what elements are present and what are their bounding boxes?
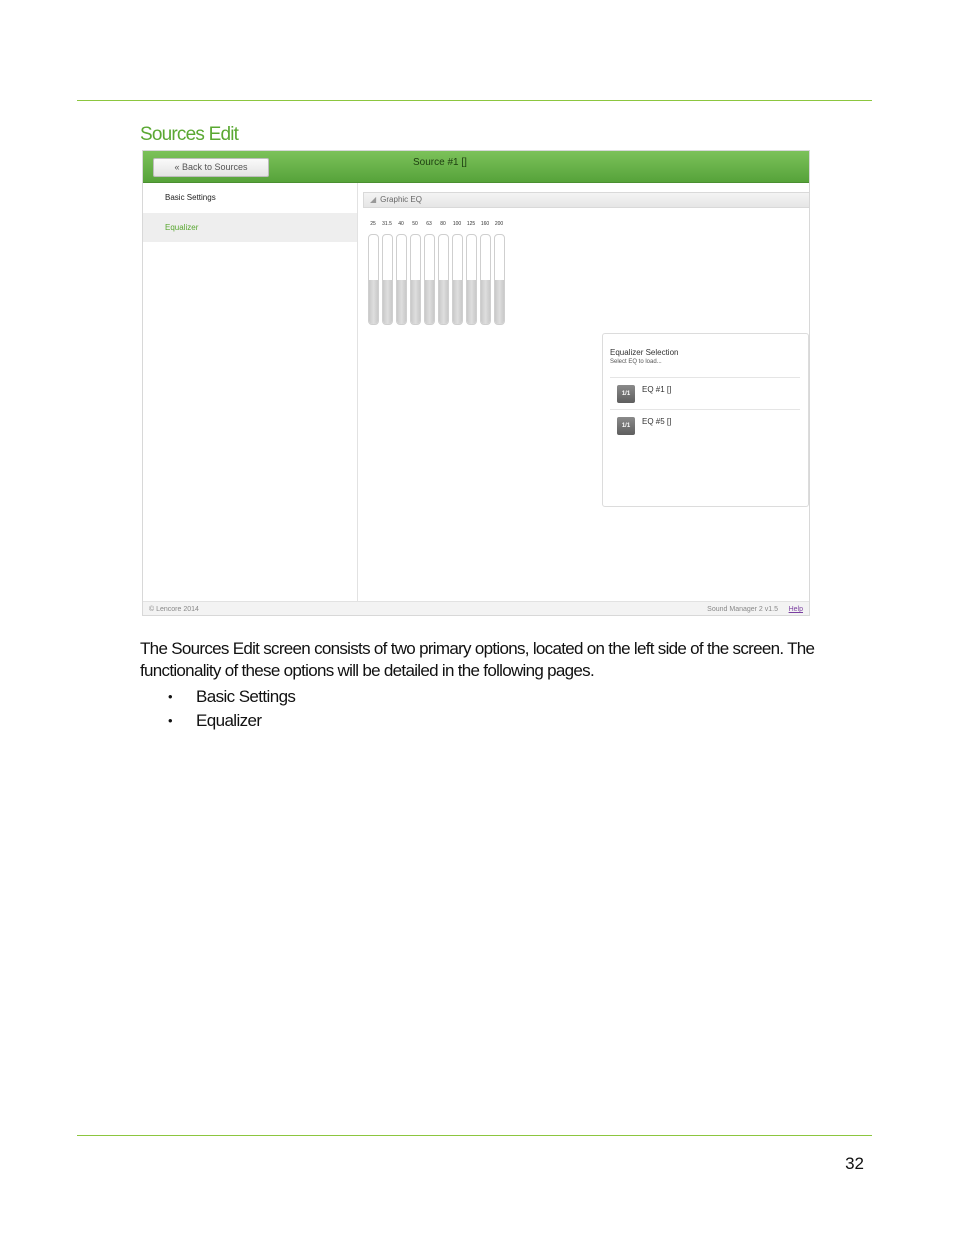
eq-band-frequency-label: 40	[398, 221, 404, 227]
eq-band-frequency-label: 125	[466, 221, 476, 227]
sidebar-item-equalizer[interactable]: Equalizer	[143, 213, 357, 242]
eq-band-slider[interactable]	[494, 234, 505, 325]
list-item	[168, 709, 295, 733]
eq-band-level	[453, 280, 462, 325]
eq-band-frequency-label: 63	[426, 221, 432, 227]
eq-band-level	[439, 280, 448, 325]
eq-band-level	[411, 280, 420, 325]
back-to-sources-button[interactable]: « Back to Sources	[153, 158, 269, 177]
sidebar	[143, 183, 358, 601]
list-item-label: Equalizer	[196, 711, 262, 730]
eq-band-frequency-label: 25	[370, 221, 376, 227]
eq-band-frequency-label: 31.5	[382, 221, 392, 227]
list-item	[168, 685, 295, 709]
version-text: Sound Manager 2 v1.5	[707, 606, 778, 613]
equalizer-selection-subtitle: Select EQ to load...	[610, 359, 662, 365]
equalizer-selection-title: Equalizer Selection	[610, 348, 679, 357]
eq-band-slider[interactable]	[382, 234, 393, 325]
eq-band-frequency-label: 200	[494, 221, 504, 227]
main-panel	[358, 183, 809, 601]
eq-band-frequency-label: 80	[440, 221, 446, 227]
eq-band-level	[425, 280, 434, 325]
source-title: Source #1 []	[413, 157, 467, 168]
copyright-text: © Lencore 2014	[149, 606, 199, 613]
collapse-triangle-icon: ◢	[370, 195, 377, 204]
description-paragraph: The Sources Edit screen consists of two primary options, located on the left side of the screen. The functionality of these options will be detailed in the following pages.	[140, 639, 815, 680]
eq-band-slider[interactable]	[396, 234, 407, 325]
eq-band-slider[interactable]	[424, 234, 435, 325]
eq-band-level	[397, 280, 406, 325]
eq-list-item[interactable]	[610, 377, 800, 409]
graphic-eq-label: Graphic EQ	[380, 195, 422, 204]
eq-band-slider[interactable]	[480, 234, 491, 325]
sidebar-item-basic-settings[interactable]: Basic Settings	[165, 193, 216, 202]
eq-name: EQ #1 []	[642, 385, 672, 394]
bullet-icon: •	[168, 689, 172, 704]
frequency-labels	[366, 221, 526, 231]
eq-band-level	[481, 280, 490, 325]
screenshot-sources-edit	[142, 150, 810, 616]
page-number: 32	[845, 1154, 864, 1173]
eq-band-slider[interactable]	[438, 234, 449, 325]
list-item-label: Basic Settings	[196, 687, 296, 706]
eq-band-slider[interactable]	[368, 234, 379, 325]
graphic-eq-header[interactable]	[363, 192, 810, 208]
eq-band-frequency-label: 50	[412, 221, 418, 227]
eq-band-slider[interactable]	[466, 234, 477, 325]
eq-badge: 1/1	[617, 385, 635, 403]
equalizer-selection-panel	[602, 333, 809, 507]
eq-name: EQ #5 []	[642, 417, 672, 426]
eq-band-slider[interactable]	[452, 234, 463, 325]
eq-band-level	[369, 280, 378, 325]
eq-list-item[interactable]	[610, 409, 800, 441]
screenshot-header-bar	[143, 151, 809, 183]
eq-band-frequency-label: 160	[480, 221, 490, 227]
section-title: Sources Edit	[140, 124, 239, 145]
eq-badge: 1/1	[617, 417, 635, 435]
eq-band-slider[interactable]	[410, 234, 421, 325]
footer-rule	[77, 1135, 872, 1136]
option-list	[168, 685, 295, 733]
eq-band-level	[495, 280, 504, 325]
eq-band-level	[467, 280, 476, 325]
help-link[interactable]: Help	[788, 606, 803, 613]
eq-band-level	[383, 280, 392, 325]
eq-band-frequency-label: 100	[452, 221, 462, 227]
bullet-icon: •	[168, 713, 172, 728]
screenshot-footer	[143, 601, 809, 616]
header-rule	[77, 100, 872, 101]
